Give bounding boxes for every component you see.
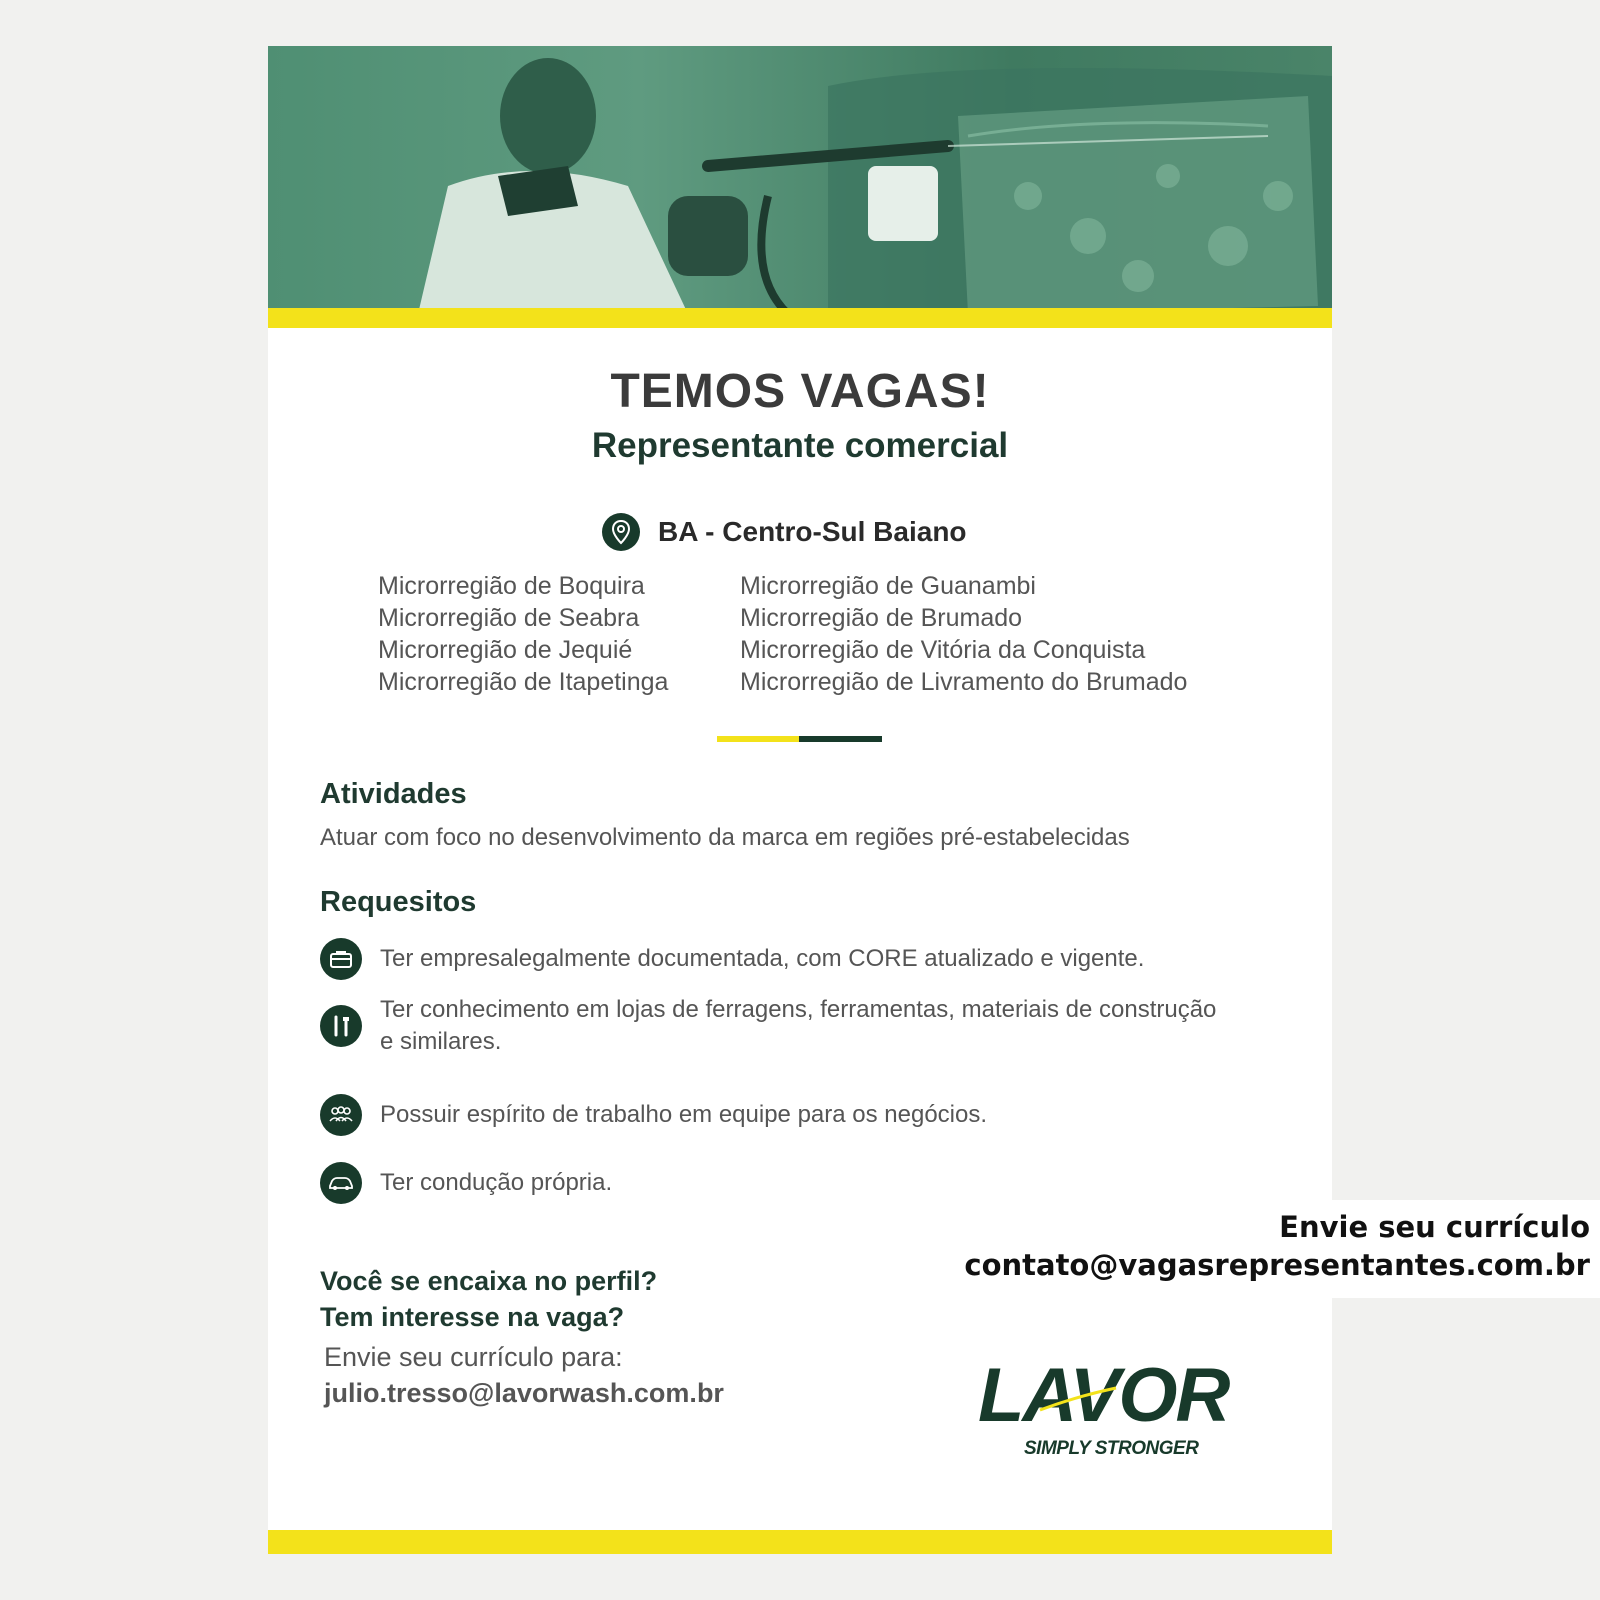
cta-send-label: Envie seu currículo para: bbox=[324, 1342, 623, 1372]
job-poster bbox=[268, 46, 1332, 1554]
region-item: Microrregião de Boquira bbox=[378, 572, 645, 600]
region-item: Microrregião de Brumado bbox=[740, 604, 1023, 632]
overlay-line-1: Envie seu currículo bbox=[1279, 1210, 1590, 1244]
atividades-text: Atuar com foco no desenvolvimento da marca em regiões pré-estabelecidas bbox=[320, 824, 1130, 851]
requirement-text: Ter condução própria. bbox=[380, 1169, 613, 1196]
team-icon bbox=[320, 1094, 362, 1136]
requesitos-heading: Requesitos bbox=[320, 886, 477, 918]
regions-right-column bbox=[740, 570, 1187, 698]
tools-icon bbox=[320, 1005, 362, 1047]
requirement-text: Possuir espírito de trabalho em equipe para os negócios. bbox=[380, 1101, 988, 1128]
requirement-item bbox=[320, 1162, 612, 1204]
requirement-text: Ter empresalegalmente documentada, com CORE atualizado e vigente. bbox=[380, 945, 1145, 972]
requirement-item bbox=[320, 1094, 987, 1136]
pressure-washer-photo bbox=[268, 46, 1332, 314]
overlay-email-link[interactable]: contato@vagasrepresentantes.com.br bbox=[964, 1248, 1590, 1282]
lavor-logo bbox=[978, 1353, 1278, 1466]
logo-tagline: SIMPLY STRONGER bbox=[1024, 1438, 1199, 1459]
region-item: Microrregião de Vitória da Conquista bbox=[740, 636, 1146, 664]
requirement-item bbox=[320, 994, 1220, 1058]
cta-question-2: Tem interesse na vaga? bbox=[320, 1302, 625, 1332]
atividades-heading: Atividades bbox=[320, 778, 467, 810]
hero-image bbox=[268, 46, 1332, 314]
region-item: Microrregião de Guanambi bbox=[740, 572, 1036, 600]
contact-email-link[interactable]: julio.tresso@lavorwash.com.br bbox=[324, 1378, 724, 1408]
location-row bbox=[602, 512, 967, 552]
region-item: Microrregião de Itapetinga bbox=[378, 668, 669, 696]
requirement-item bbox=[320, 938, 1144, 980]
car-icon bbox=[320, 1162, 362, 1204]
footer-accent-bar bbox=[268, 1530, 1332, 1554]
page-subtitle: Representante comercial bbox=[591, 426, 1009, 465]
location-label: BA - Centro-Sul Baiano bbox=[658, 516, 967, 547]
regions-left-column bbox=[378, 570, 668, 698]
region-item: Microrregião de Livramento do Brumado bbox=[740, 668, 1188, 696]
logo-brand: LAVOR bbox=[978, 1353, 1229, 1438]
logo-swoosh-icon bbox=[1038, 1384, 1118, 1414]
contact-overlay bbox=[964, 1200, 1600, 1298]
map-pin-icon bbox=[602, 513, 640, 551]
region-item: Microrregião de Seabra bbox=[378, 604, 640, 632]
briefcase-icon bbox=[320, 938, 362, 980]
section-divider bbox=[717, 736, 882, 742]
hero-accent-bar bbox=[268, 308, 1332, 328]
page-title: TEMOS VAGAS! bbox=[610, 365, 990, 418]
region-item: Microrregião de Jequié bbox=[378, 636, 633, 664]
requirement-text: Ter conhecimento em lojas de ferragens, ferramentas, materiais de construção e similares. bbox=[380, 996, 1217, 1055]
cta-question-1: Você se encaixa no perfil? bbox=[320, 1266, 658, 1296]
